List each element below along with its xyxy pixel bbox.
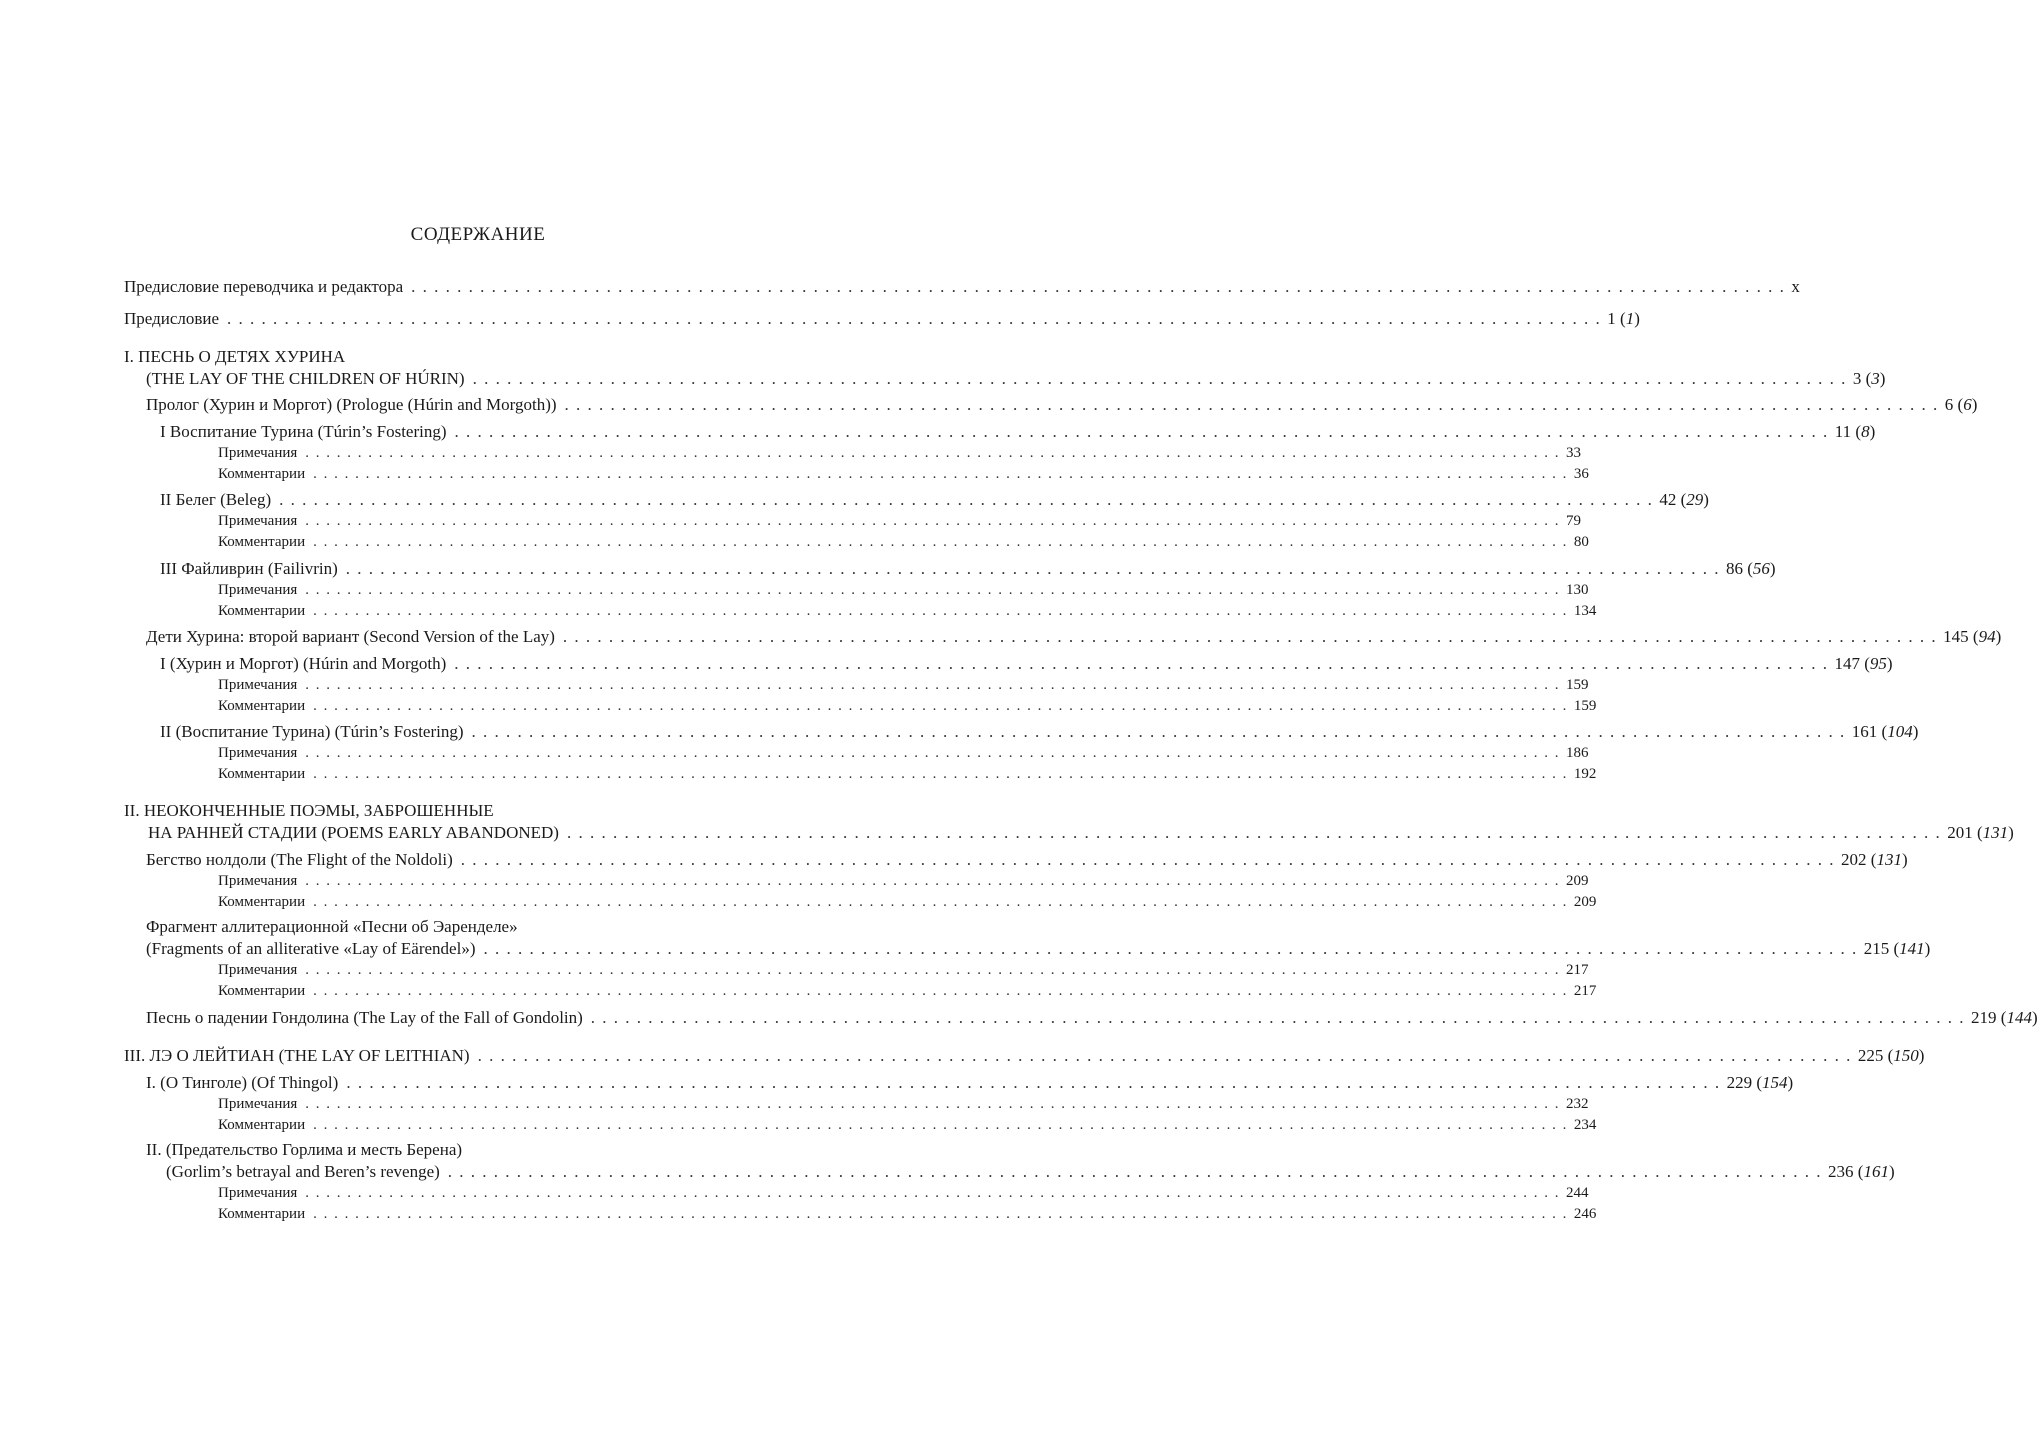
- toc-entry: [218, 1115, 1597, 1135]
- dot-leader: . . . . . . . . . . . . . . . . . . . . . . . . . . . . . . . . . . . . . . . . . . . . . . . . . . . . . . . . . . . . . . . . . . . . . . . . . . . . . . . . . . . . . . . . . . . . . . . . . . . . . . . . . . . . . . . . . . . . . . . .: [483, 939, 1858, 958]
- toc-entry: [218, 1094, 1589, 1114]
- toc-entry: [148, 822, 2014, 844]
- dot-leader: . . . . . . . . . . . . . . . . . . . . . . . . . . . . . . . . . . . . . . . . . . . . . . . . . . . . . . . . . . . . . . . . . . . . . . . . . . . . . . . . . . . . . . . . . . . . . . . . . . . . . . . . . . . . . . . . . . . . . . . .: [313, 698, 1568, 714]
- page-number: 246: [1573, 1206, 1597, 1222]
- dot-leader: . . . . . . . . . . . . . . . . . . . . . . . . . . . . . . . . . . . . . . . . . . . . . . . . . . . . . . . . . . . . . . . . . . . . . . . . . . . . . . . . . . . . . . . . . . . . . . . . . . . . . . . . . . . . . . . . . . . . . . . .: [305, 677, 1561, 693]
- toc-entry-page: [1574, 696, 1597, 716]
- toc-entry-label: Примечания: [218, 1096, 298, 1112]
- dot-leader: . . . . . . . . . . . . . . . . . . . . . . . . . . . . . . . . . . . . . . . . . . . . . . . . . . . . . . . . . . . . . . . . . . . . . . . . . . . . . . . . . . . . . . . . . . . . . . . . . . . . . . . . . . . . . . . . . . . . . . . .: [590, 1008, 1966, 1027]
- page-number: 161 (: [1851, 722, 1888, 741]
- dot-leader: . . . . . . . . . . . . . . . . . . . . . . . . . . . . . . . . . . . . . . . . . . . . . . . . . . . . . . . . . . . . . . . . . . . . . . . . . . . . . . . . . . . . . . . . . . . . . . . . . . . . . . . . . . . . . . . . . . . . . . . .: [313, 534, 1568, 550]
- dot-leader: . . . . . . . . . . . . . . . . . . . . . . . . . . . . . . . . . . . . . . . . . . . . . . . . . . . . . . . . . . . . . . . . . . . . . . . . . . . . . . . . . . . . . . . . . . . . . . . . . . . . . . . . . . . . . . . . . . . . . . . .: [313, 603, 1568, 619]
- original-page-number: 95: [1869, 654, 1887, 673]
- toc-entry-label: III. ЛЭ О ЛЕЙТИАН (THE LAY OF LEITHIAN): [124, 1046, 470, 1065]
- toc-entry-label: II (Воспитание Турина) (Túrin’s Fostering): [160, 722, 464, 741]
- original-page-number: 56: [1752, 559, 1770, 578]
- toc-entry-label: Примечания: [218, 513, 298, 529]
- original-page-number: 131: [1982, 823, 2009, 842]
- toc-entry: [160, 558, 1776, 580]
- page-number: 219 (: [1971, 1008, 2007, 1027]
- dot-leader: . . . . . . . . . . . . . . . . . . . . . . . . . . . . . . . . . . . . . . . . . . . . . . . . . . . . . . . . . . . . . . . . . . . . . . . . . . . . . . . . . . . . . . . . . . . . . . . . . . . . . . . . . . . . . . . . . . . . . . . .: [566, 823, 1942, 842]
- original-page-number: 150: [1893, 1046, 1919, 1065]
- toc-heading: II. НЕОКОНЧЕННЫЕ ПОЭМЫ, ЗАБРОШЕННЫЕ: [124, 801, 494, 820]
- toc-entry-label: Комментарии: [218, 1117, 306, 1133]
- toc-entry: [160, 421, 1876, 443]
- dot-leader: . . . . . . . . . . . . . . . . . . . . . . . . . . . . . . . . . . . . . . . . . . . . . . . . . . . . . . . . . . . . . . . . . . . . . . . . . . . . . . . . . . . . . . . . . . . . . . . . . . . . . . . . . . . . . . . . . . . . . . . .: [305, 873, 1561, 889]
- toc-entry-page: [1566, 960, 1589, 980]
- page-number: 33: [1566, 445, 1582, 461]
- toc-entry: [218, 743, 1589, 763]
- page-number: 229 (: [1726, 1073, 1762, 1092]
- toc-entry: [218, 464, 1589, 484]
- toc-entry-label: Песнь о падении Гондолина (The Lay of the Fall of Gondolin): [146, 1008, 583, 1027]
- page-number: 36: [1573, 466, 1589, 482]
- original-page-number: 94: [1978, 627, 1996, 646]
- dot-leader: . . . . . . . . . . . . . . . . . . . . . . . . . . . . . . . . . . . . . . . . . . . . . . . . . . . . . . . . . . . . . . . . . . . . . . . . . . . . . . . . . . . . . . . . . . . . . . . . . . . . . . . . . . . . . . . . . . . . . . . .: [454, 654, 1829, 673]
- dot-leader: . . . . . . . . . . . . . . . . . . . . . . . . . . . . . . . . . . . . . . . . . . . . . . . . . . . . . . . . . . . . . . . . . . . . . . . . . . . . . . . . . . . . . . . . . . . . . . . . . . . . . . . . . . . . . . . . . . . . . . . .: [313, 766, 1568, 782]
- page-number: 145 (: [1943, 627, 1979, 646]
- original-page-number: 1: [1625, 309, 1635, 328]
- page-number: 6 (: [1944, 395, 1964, 414]
- page-number: 130: [1566, 582, 1589, 598]
- dot-leader: . . . . . . . . . . . . . . . . . . . . . . . . . . . . . . . . . . . . . . . . . . . . . . . . . . . . . . . . . . . . . . . . . . . . . . . . . . . . . . . . . . . . . . . . . . . . . . . . . . . . . . . . . . . . . . . . . . . . . . . .: [305, 745, 1561, 761]
- toc-entry-label: Комментарии: [218, 466, 306, 482]
- page-number: 244: [1566, 1185, 1589, 1201]
- dot-leader: . . . . . . . . . . . . . . . . . . . . . . . . . . . . . . . . . . . . . . . . . . . . . . . . . . . . . . . . . . . . . . . . . . . . . . . . . . . . . . . . . . . . . . . . . . . . . . . . . . . . . . . . . . . . . . . . . . . . . . . .: [305, 962, 1561, 978]
- toc-entry-label: Предисловие: [124, 309, 220, 328]
- toc-entry: [160, 721, 1919, 743]
- dot-leader: . . . . . . . . . . . . . . . . . . . . . . . . . . . . . . . . . . . . . . . . . . . . . . . . . . . . . . . . . . . . . . . . . . . . . . . . . . . . . . . . . . . . . . . . . . . . . . . . . . . . . . . . . . . . . . . . . . . . . . . .: [564, 395, 1939, 414]
- toc-entry-label: I (Хурин и Моргот) (Húrin and Morgoth): [160, 654, 447, 673]
- toc-entry-page: 161 (104): [1851, 722, 1919, 741]
- page-number: 225 (: [1857, 1046, 1894, 1065]
- toc-entry-label: Комментарии: [218, 766, 306, 782]
- toc-entry: [218, 511, 1582, 531]
- toc-entry-page: 1 (1): [1607, 309, 1640, 328]
- toc-entry-page: 147 (95): [1834, 654, 1893, 673]
- toc-entry-label: Примечания: [218, 962, 298, 978]
- page-number: 86 (: [1726, 559, 1753, 578]
- dot-leader: . . . . . . . . . . . . . . . . . . . . . . . . . . . . . . . . . . . . . . . . . . . . . . . . . . . . . . . . . . . . . . . . . . . . . . . . . . . . . . . . . . . . . . . . . . . . . . . . . . . . . . . . . . . . . . . . . . . . . . . .: [305, 582, 1561, 598]
- toc-entry-page: [1791, 276, 1800, 298]
- toc-entry-label: Комментарии: [218, 603, 306, 619]
- toc-entry: [146, 1072, 1794, 1094]
- toc-entry: [218, 443, 1582, 463]
- toc-entry: [146, 368, 1886, 390]
- toc-entry-page: 219 (144): [1971, 1008, 2038, 1027]
- toc-entry-page: [1566, 1094, 1589, 1114]
- toc-entry-page: 225 (150): [1857, 1046, 1925, 1065]
- toc-entry-label: Примечания: [218, 677, 298, 693]
- page-number: 217: [1566, 962, 1589, 978]
- original-page-number: 8: [1861, 422, 1870, 441]
- page-number: 209: [1573, 894, 1597, 910]
- toc-entry: [218, 696, 1597, 716]
- toc-entry: [218, 764, 1597, 784]
- original-page-number: 29: [1686, 490, 1704, 509]
- toc-entry-page: [1566, 443, 1581, 463]
- toc-entry-page: 202 (131): [1841, 850, 1908, 869]
- dot-leader: . . . . . . . . . . . . . . . . . . . . . . . . . . . . . . . . . . . . . . . . . . . . . . . . . . . . . . . . . . . . . . . . . . . . . . . . . . . . . . . . . . . . . . . . . . . . . . . . . . . . . . . . . . . . . . . . . . . . . . . .: [471, 722, 1846, 741]
- page-number: 79: [1566, 513, 1582, 529]
- toc-entry-label: Комментарии: [218, 894, 306, 910]
- toc-entry-label: НА РАННЕЙ СТАДИИ (POEMS EARLY ABANDONED): [148, 823, 559, 842]
- page-number: x: [1791, 277, 1800, 296]
- toc-entry: [218, 675, 1589, 695]
- dot-leader: . . . . . . . . . . . . . . . . . . . . . . . . . . . . . . . . . . . . . . . . . . . . . . . . . . . . . . . . . . . . . . . . . . . . . . . . . . . . . . . . . . . . . . . . . . . . . . . . . . . . . . . . . . . . . . . . . . . . . . . .: [411, 277, 1786, 296]
- toc-entry: [146, 849, 1908, 871]
- toc-entry-label: Комментарии: [218, 1206, 306, 1222]
- dot-leader: . . . . . . . . . . . . . . . . . . . . . . . . . . . . . . . . . . . . . . . . . . . . . . . . . . . . . . . . . . . . . . . . . . . . . . . . . . . . . . . . . . . . . . . . . . . . . . . . . . . . . . . . . . . . . . . . . . . . . . . .: [313, 1206, 1568, 1222]
- toc-entry: [218, 1204, 1597, 1224]
- page-number: 202 (: [1841, 850, 1877, 869]
- toc-entry-label: Примечания: [218, 445, 298, 461]
- toc-entry-page: [1574, 892, 1597, 912]
- dot-leader: . . . . . . . . . . . . . . . . . . . . . . . . . . . . . . . . . . . . . . . . . . . . . . . . . . . . . . . . . . . . . . . . . . . . . . . . . . . . . . . . . . . . . . . . . . . . . . . . . . . . . . . . . . . . . . . . . . . . . . . .: [313, 894, 1568, 910]
- page-number: 11 (: [1834, 422, 1862, 441]
- toc-entry: [146, 394, 1978, 416]
- original-page-number: 104: [1887, 722, 1913, 741]
- toc-entry-label: I. (О Тинголе) (Of Thingol): [146, 1073, 339, 1092]
- dot-leader: . . . . . . . . . . . . . . . . . . . . . . . . . . . . . . . . . . . . . . . . . . . . . . . . . . . . . . . . . . . . . . . . . . . . . . . . . . . . . . . . . . . . . . . . . . . . . . . . . . . . . . . . . . . . . . . . . . . . . . . .: [460, 850, 1836, 869]
- dot-leader: . . . . . . . . . . . . . . . . . . . . . . . . . . . . . . . . . . . . . . . . . . . . . . . . . . . . . . . . . . . . . . . . . . . . . . . . . . . . . . . . . . . . . . . . . . . . . . . . . . . . . . . . . . . . . . . . . . . . . . . .: [227, 309, 1602, 328]
- dot-leader: . . . . . . . . . . . . . . . . . . . . . . . . . . . . . . . . . . . . . . . . . . . . . . . . . . . . . . . . . . . . . . . . . . . . . . . . . . . . . . . . . . . . . . . . . . . . . . . . . . . . . . . . . . . . . . . . . . . . . . . .: [305, 513, 1561, 529]
- toc-entry-label: Примечания: [218, 1185, 298, 1201]
- toc-entry-label: Комментарии: [218, 534, 306, 550]
- page-number: 232: [1566, 1096, 1589, 1112]
- toc-entry: [160, 653, 1893, 675]
- toc-entry: [218, 892, 1597, 912]
- toc-heading: I. ПЕСНЬ О ДЕТЯХ ХУРИНА: [124, 347, 346, 366]
- original-page-number: 6: [1963, 395, 1972, 414]
- toc-entry-label: (Gorlim’s betrayal and Beren’s revenge): [166, 1162, 440, 1181]
- page-number: 1 (: [1607, 309, 1626, 328]
- dot-leader: . . . . . . . . . . . . . . . . . . . . . . . . . . . . . . . . . . . . . . . . . . . . . . . . . . . . . . . . . . . . . . . . . . . . . . . . . . . . . . . . . . . . . . . . . . . . . . . . . . . . . . . . . . . . . . . . . . . . . . . .: [279, 490, 1654, 509]
- toc-entry-page: 215 (141): [1863, 939, 1931, 958]
- toc-heading: II. (Предательство Горлима и месть Берена): [146, 1140, 463, 1159]
- toc-entry-page: [1574, 1115, 1597, 1135]
- toc-entry: [166, 1161, 1895, 1183]
- toc-entry-page: [1566, 511, 1581, 531]
- page-number: 42 (: [1659, 490, 1687, 509]
- dot-leader: . . . . . . . . . . . . . . . . . . . . . . . . . . . . . . . . . . . . . . . . . . . . . . . . . . . . . . . . . . . . . . . . . . . . . . . . . . . . . . . . . . . . . . . . . . . . . . . . . . . . . . . . . . . . . . . . . . . . . . . .: [345, 559, 1720, 578]
- toc-entry-label: Примечания: [218, 745, 298, 761]
- toc-entry-label: Комментарии: [218, 698, 306, 714]
- toc-entry-label: Пролог (Хурин и Моргот) (Prologue (Húrin and Morgoth)): [146, 395, 557, 414]
- toc-entry-page: 3 (3): [1852, 369, 1886, 388]
- toc-entry-label: Бегство нолдоли (The Flight of the Noldoli): [146, 850, 453, 869]
- toc-entry-label: II Белег (Beleg): [160, 490, 272, 509]
- page-number: 215 (: [1863, 939, 1900, 958]
- toc-entry-page: 229 (154): [1726, 1073, 1794, 1092]
- toc-entry-page: 236 (161): [1828, 1162, 1895, 1181]
- toc-entry-page: [1566, 675, 1589, 695]
- toc-entry-label: Примечания: [218, 873, 298, 889]
- dot-leader: . . . . . . . . . . . . . . . . . . . . . . . . . . . . . . . . . . . . . . . . . . . . . . . . . . . . . . . . . . . . . . . . . . . . . . . . . . . . . . . . . . . . . . . . . . . . . . . . . . . . . . . . . . . . . . . . . . . . . . . .: [313, 1117, 1568, 1133]
- page-number: 186: [1566, 745, 1589, 761]
- toc-entry-label: (Fragments of an alliterative «Lay of Eärendel»): [146, 939, 476, 958]
- original-page-number: 131: [1876, 850, 1902, 869]
- original-page-number: 161: [1863, 1162, 1889, 1181]
- dot-leader: . . . . . . . . . . . . . . . . . . . . . . . . . . . . . . . . . . . . . . . . . . . . . . . . . . . . . . . . . . . . . . . . . . . . . . . . . . . . . . . . . . . . . . . . . . . . . . . . . . . . . . . . . . . . . . . . . . . . . . . .: [313, 466, 1568, 482]
- toc-entry-page: 11 (8): [1834, 422, 1876, 441]
- toc-entry: [124, 276, 1800, 298]
- toc-entry-page: [1566, 743, 1589, 763]
- page-number: 147 (: [1834, 654, 1870, 673]
- dot-leader: . . . . . . . . . . . . . . . . . . . . . . . . . . . . . . . . . . . . . . . . . . . . . . . . . . . . . . . . . . . . . . . . . . . . . . . . . . . . . . . . . . . . . . . . . . . . . . . . . . . . . . . . . . . . . . . . . . . . . . . .: [305, 1185, 1561, 1201]
- toc-entry-page: 201 (131): [1947, 823, 2014, 842]
- toc-entry: [218, 960, 1589, 980]
- dot-leader: . . . . . . . . . . . . . . . . . . . . . . . . . . . . . . . . . . . . . . . . . . . . . . . . . . . . . . . . . . . . . . . . . . . . . . . . . . . . . . . . . . . . . . . . . . . . . . . . . . . . . . . . . . . . . . . . . . . . . . . .: [313, 983, 1568, 999]
- toc-entry: [146, 626, 2002, 648]
- toc-entry: [218, 532, 1589, 552]
- toc-entry: [218, 601, 1597, 621]
- toc-entry-label: Примечания: [218, 582, 298, 598]
- dot-leader: . . . . . . . . . . . . . . . . . . . . . . . . . . . . . . . . . . . . . . . . . . . . . . . . . . . . . . . . . . . . . . . . . . . . . . . . . . . . . . . . . . . . . . . . . . . . . . . . . . . . . . . . . . . . . . . . . . . . . . . .: [346, 1073, 1721, 1092]
- toc-entry-label: III Файливрин (Failivrin): [160, 559, 338, 578]
- toc-entry-page: 86 (56): [1726, 559, 1776, 578]
- original-page-number: 154: [1761, 1073, 1788, 1092]
- toc-entry: [146, 1007, 2038, 1029]
- toc-entry-page: 6 (6): [1944, 395, 1978, 414]
- toc-entry: [160, 489, 1709, 511]
- toc-entry-label: Дети Хурина: второй вариант (Second Version of the Lay): [146, 627, 555, 646]
- page-number: 192: [1573, 766, 1597, 782]
- toc-heading: Фрагмент аллитерационной «Песни об Эаренделе»: [146, 917, 518, 936]
- page-number: 234: [1573, 1117, 1597, 1133]
- toc-entry: [218, 981, 1597, 1001]
- dot-leader: . . . . . . . . . . . . . . . . . . . . . . . . . . . . . . . . . . . . . . . . . . . . . . . . . . . . . . . . . . . . . . . . . . . . . . . . . . . . . . . . . . . . . . . . . . . . . . . . . . . . . . . . . . . . . . . . . . . . . . . .: [447, 1162, 1823, 1181]
- toc-entry-page: [1574, 981, 1597, 1001]
- original-page-number: 3: [1871, 369, 1880, 388]
- toc-entry-page: [1566, 580, 1589, 600]
- page-number: 201 (: [1947, 823, 1983, 842]
- original-page-number: 141: [1899, 939, 1925, 958]
- toc-entry: [218, 580, 1589, 600]
- toc-entry-page: [1574, 601, 1597, 621]
- page-number: 80: [1573, 534, 1589, 550]
- dot-leader: . . . . . . . . . . . . . . . . . . . . . . . . . . . . . . . . . . . . . . . . . . . . . . . . . . . . . . . . . . . . . . . . . . . . . . . . . . . . . . . . . . . . . . . . . . . . . . . . . . . . . . . . . . . . . . . . . . . . . . . .: [305, 1096, 1561, 1112]
- page-number: 217: [1573, 983, 1597, 999]
- dot-leader: . . . . . . . . . . . . . . . . . . . . . . . . . . . . . . . . . . . . . . . . . . . . . . . . . . . . . . . . . . . . . . . . . . . . . . . . . . . . . . . . . . . . . . . . . . . . . . . . . . . . . . . . . . . . . . . . . . . . . . . .: [472, 369, 1847, 388]
- toc-entry-page: [1566, 871, 1589, 891]
- page-number: 236 (: [1828, 1162, 1864, 1181]
- toc-entry-label: Предисловие переводчика и редактора: [124, 277, 404, 296]
- toc-entry: [124, 1045, 1925, 1067]
- dot-leader: . . . . . . . . . . . . . . . . . . . . . . . . . . . . . . . . . . . . . . . . . . . . . . . . . . . . . . . . . . . . . . . . . . . . . . . . . . . . . . . . . . . . . . . . . . . . . . . . . . . . . . . . . . . . . . . . . . . . . . . .: [305, 445, 1561, 461]
- dot-leader: . . . . . . . . . . . . . . . . . . . . . . . . . . . . . . . . . . . . . . . . . . . . . . . . . . . . . . . . . . . . . . . . . . . . . . . . . . . . . . . . . . . . . . . . . . . . . . . . . . . . . . . . . . . . . . . . . . . . . . . .: [477, 1046, 1852, 1065]
- toc-entry-page: [1574, 464, 1589, 484]
- page-number: 209: [1566, 873, 1589, 889]
- dot-leader: . . . . . . . . . . . . . . . . . . . . . . . . . . . . . . . . . . . . . . . . . . . . . . . . . . . . . . . . . . . . . . . . . . . . . . . . . . . . . . . . . . . . . . . . . . . . . . . . . . . . . . . . . . . . . . . . . . . . . . . .: [562, 627, 1938, 646]
- toc-entry-page: [1574, 764, 1597, 784]
- toc-entry-page: 145 (94): [1943, 627, 2002, 646]
- page-number: 159: [1566, 677, 1589, 693]
- toc-entry-page: 42 (29): [1659, 490, 1709, 509]
- toc-entry-page: [1566, 1183, 1589, 1203]
- page-title: СОДЕРЖАНИЕ: [410, 224, 546, 245]
- page-number: 3 (: [1852, 369, 1872, 388]
- toc-entry: [218, 1183, 1589, 1203]
- toc-entry-page: [1574, 532, 1589, 552]
- original-page-number: 144: [2006, 1008, 2032, 1027]
- toc-entry: [124, 308, 1640, 330]
- toc-entry-label: (THE LAY OF THE CHILDREN OF HÚRIN): [146, 369, 465, 388]
- page-number: 134: [1573, 603, 1597, 619]
- toc-entry-page: [1574, 1204, 1597, 1224]
- toc-entry-label: Комментарии: [218, 983, 306, 999]
- dot-leader: . . . . . . . . . . . . . . . . . . . . . . . . . . . . . . . . . . . . . . . . . . . . . . . . . . . . . . . . . . . . . . . . . . . . . . . . . . . . . . . . . . . . . . . . . . . . . . . . . . . . . . . . . . . . . . . . . . . . . . . .: [454, 422, 1829, 441]
- page-number: 159: [1573, 698, 1597, 714]
- toc-entry: [146, 938, 1931, 960]
- toc-entry-label: I Воспитание Турина (Túrin’s Fostering): [160, 422, 447, 441]
- toc-entry: [218, 871, 1589, 891]
